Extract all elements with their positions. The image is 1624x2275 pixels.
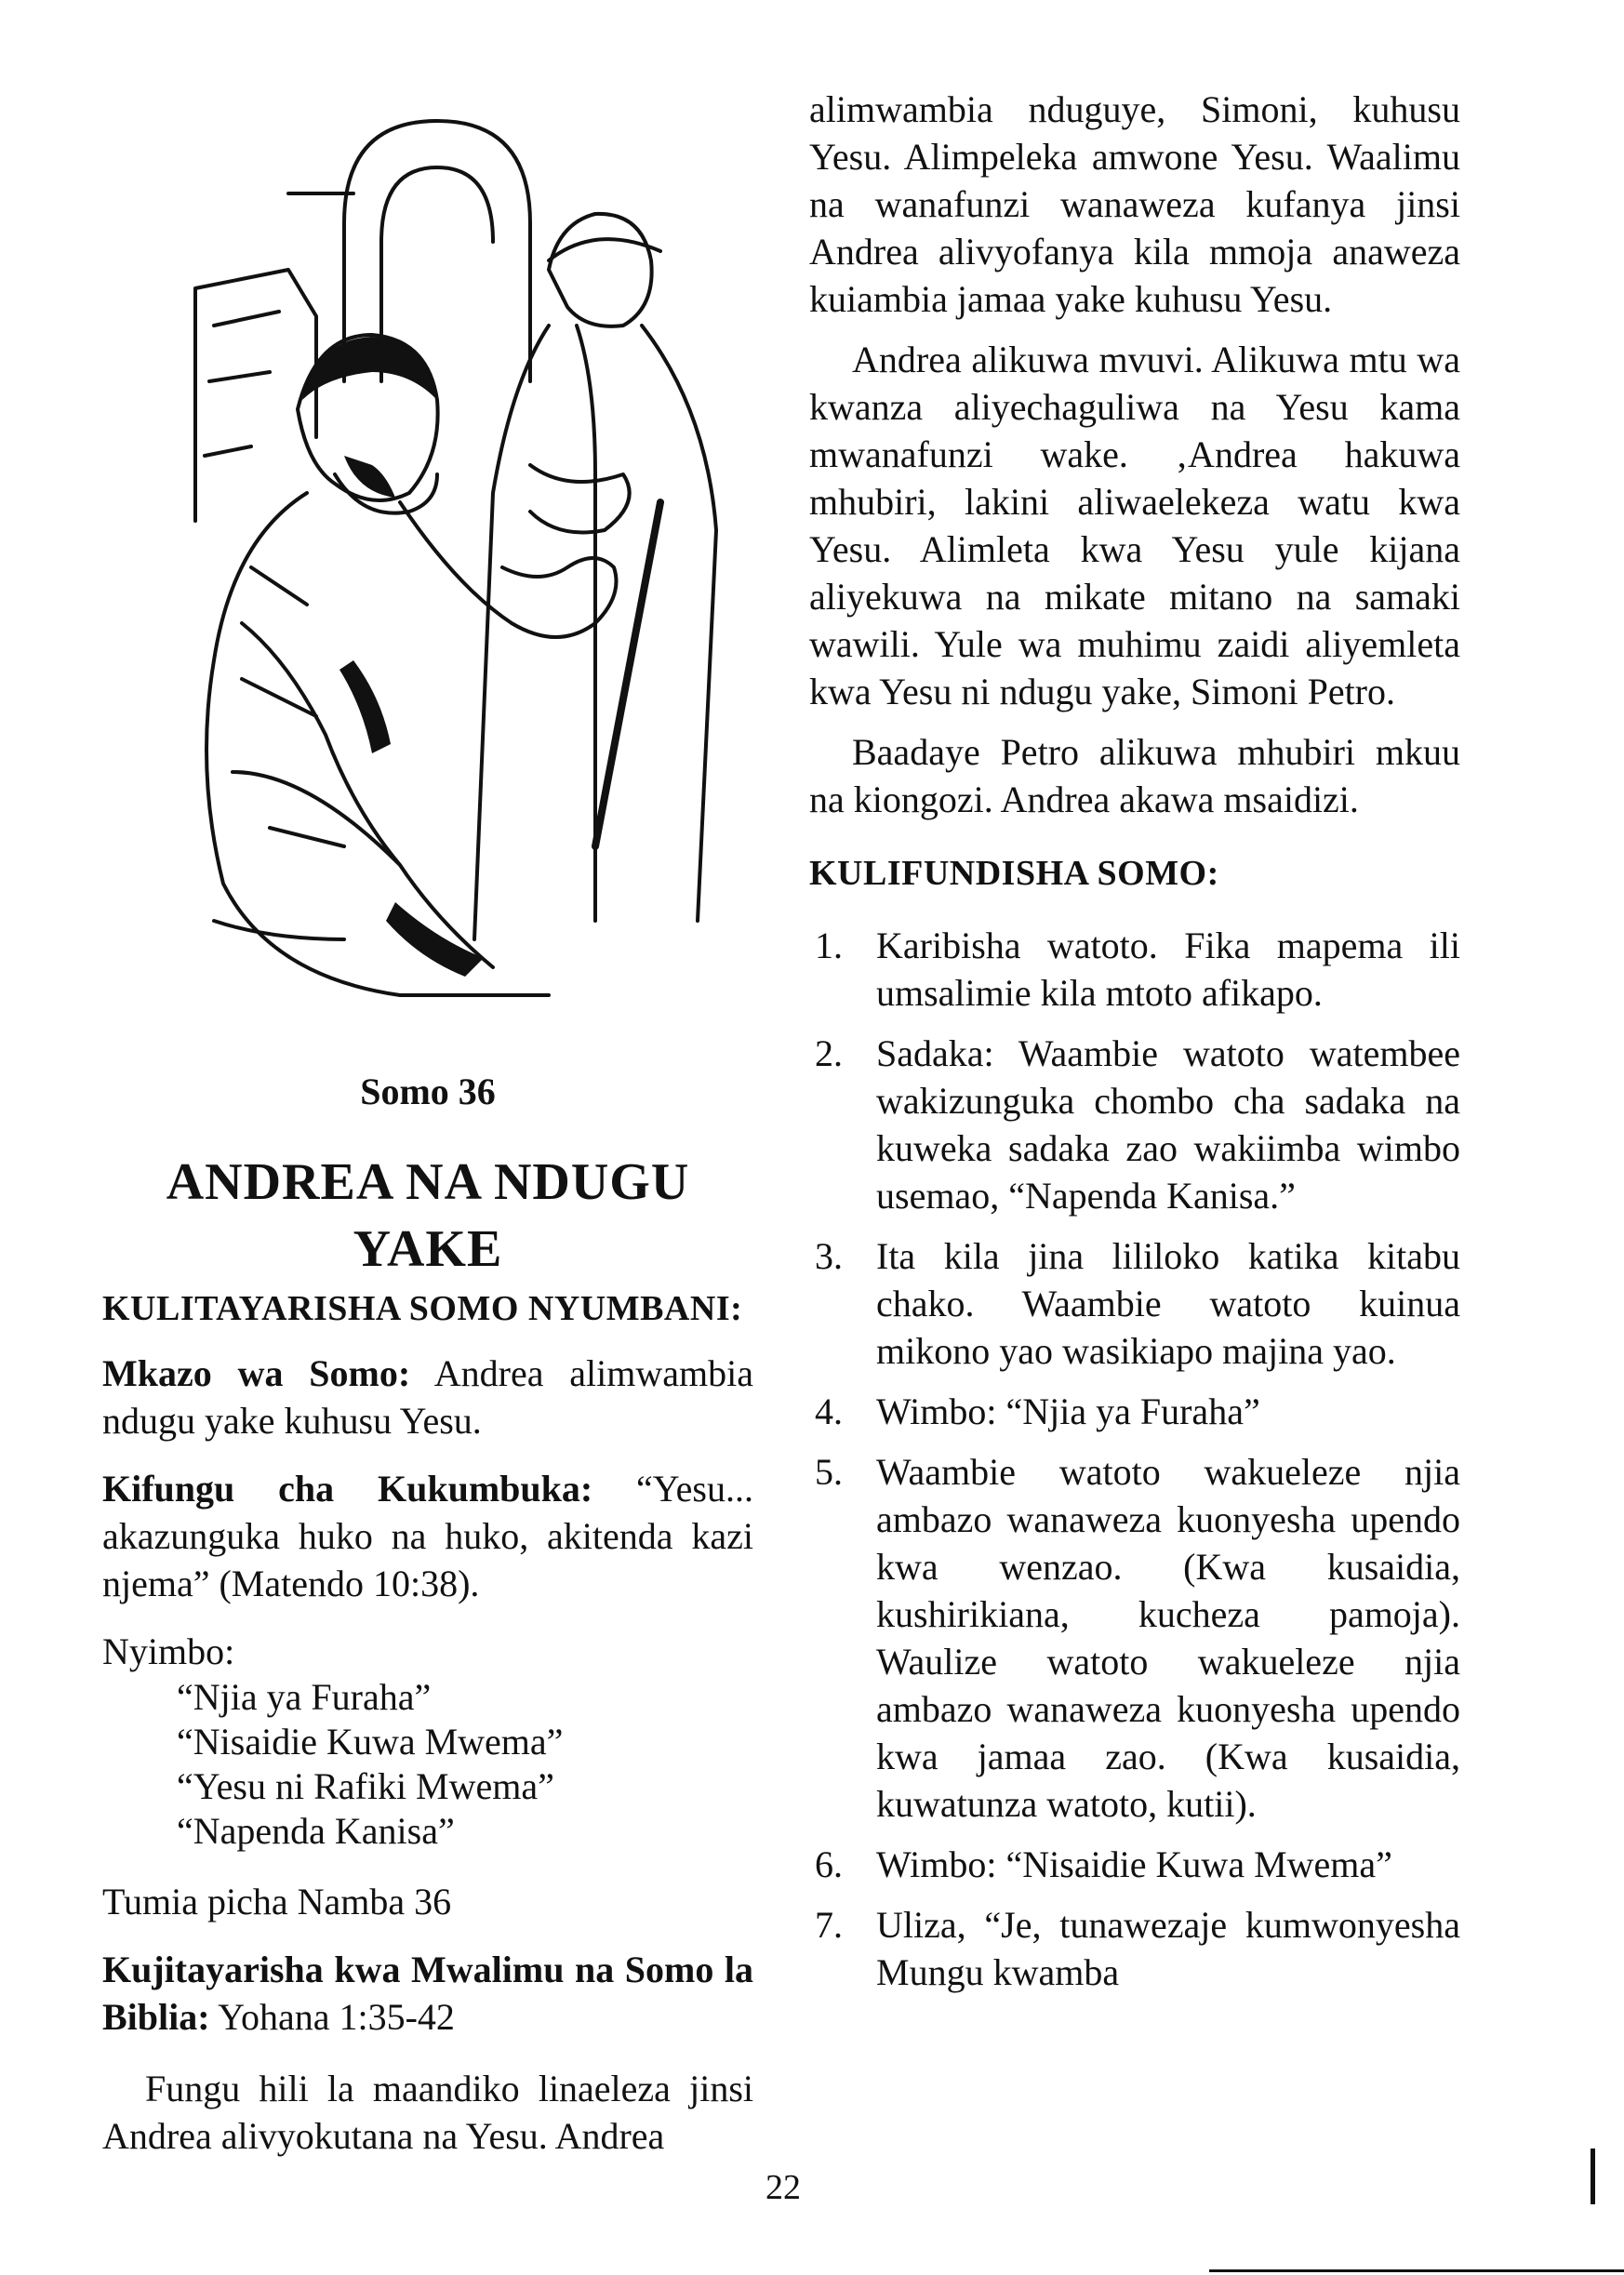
song-item: “Njia ya Furaha” xyxy=(177,1676,432,1718)
page-number: 22 xyxy=(765,2168,801,2207)
teacher-prep-text: Yohana 1:35-42 xyxy=(209,1996,455,2038)
step-text: Ita kila jina lililoko katika kitabu chako. Waambie watoto kuinua mikono yao wasikiapo majina yao. xyxy=(876,1235,1460,1372)
step-number: 3. xyxy=(815,1235,843,1277)
teach-step xyxy=(809,1232,1460,1375)
step-text: Sadaka: Waambie watoto watembee wakizunguka chombo cha sadaka na kuweka sadaka zao wakiimba wimbo usemao, “Napenda Kanisa.” xyxy=(876,1032,1460,1217)
teacher-prep-paragraph xyxy=(102,1946,753,2041)
step-text: Wimbo: “Nisaidie Kuwa Mwema” xyxy=(876,1843,1392,1885)
step-number: 1. xyxy=(815,925,843,966)
step-number: 6. xyxy=(815,1843,843,1885)
teach-step xyxy=(809,1388,1460,1435)
teacher-prep-label: Kujitayarisha kwa Mwalimu na Somo la Biblia: xyxy=(102,1949,753,2038)
left-paragraph: Fungu hili la maandiko linaeleza jinsi Andrea alivyokutana na Yesu. Andrea xyxy=(102,2068,753,2157)
teach-step xyxy=(809,1448,1460,1828)
scan-mark xyxy=(1591,2149,1595,2204)
right-column xyxy=(809,86,1460,2009)
lesson-number: Somo 36 xyxy=(360,1071,496,1112)
teach-step xyxy=(809,1030,1460,1219)
step-number: 5. xyxy=(815,1451,843,1493)
step-text: Waambie watoto wakueleze njia ambazo wanaweza kuonyesha upendo kwa wenzao. (Kwa kusaidia, kushirikiana, kucheza pamoja). Waulize watoto wakueleze njia ambazo wanaweza kuonyesha upendo kwa jamaa zao. (Kwa kusaidia, kuwatunza watoto, kutii). xyxy=(876,1451,1460,1825)
memory-verse-label: Kifungu cha Kukumbuka: xyxy=(102,1468,593,1510)
emphasis-paragraph xyxy=(102,1350,753,1444)
picture-note: Tumia picha Namba 36 xyxy=(102,1881,452,1922)
teach-heading: KULIFUNDISHA SOMO: xyxy=(809,854,1219,893)
step-text: Uliza, “Je, tunawezaje kumwonyesha Mungu kwamba xyxy=(876,1904,1460,1993)
song-item: “Yesu ni Rafiki Mwema” xyxy=(177,1765,554,1807)
right-paragraph-1: alimwambia nduguye, Simoni, kuhusu Yesu. Alimpeleka amwone Yesu. Waalimu na wanafunzi wanaweza kufanya jinsi Andrea alivyofanya kila mmoja anaweza kuiambia jamaa yake kuhusu Yesu. xyxy=(809,88,1460,320)
lesson-illustration xyxy=(158,102,753,1032)
step-text: Karibisha watoto. Fika mapema ili umsalimie kila mtoto afikapo. xyxy=(876,925,1460,1014)
step-text: Wimbo: “Njia ya Furaha” xyxy=(876,1390,1260,1432)
lesson-title: ANDREA NA NDUGU YAKE xyxy=(166,1153,690,1278)
scan-edge xyxy=(1209,2269,1624,2272)
teach-step xyxy=(809,1901,1460,1996)
song-item: “Napenda Kanisa” xyxy=(177,1810,455,1852)
memory-verse-text: “Yesu... akazunguka huko na huko, akitenda kazi njema” (Matendo 10:38). xyxy=(102,1468,753,1604)
step-number: 2. xyxy=(815,1032,843,1074)
songs-label: Nyimbo: xyxy=(102,1630,235,1672)
step-number: 4. xyxy=(815,1390,843,1432)
right-paragraph-2: Andrea alikuwa mvuvi. Alikuwa mtu wa kwanza aliyechaguliwa na Yesu kama mwanafunzi wake. ‚Andrea hakuwa mhubiri, lakini aliwaelekeza watu kwa Yesu. Alimleta kwa Yesu yule kijana aliyekuwa na mikate mitano na samaki wawili. Yule wa muhimu zaidi aliyemleta kwa Yesu ni ndugu yake, Simoni Petro. xyxy=(809,339,1460,712)
song-list xyxy=(102,1675,753,1854)
teach-steps xyxy=(809,922,1460,1996)
standing-figure-head xyxy=(549,214,652,326)
emphasis-label: Mkazo wa Somo: xyxy=(102,1352,411,1394)
right-paragraph-3: Baadaye Petro alikuwa mhubiri mkuu na kiongozi. Andrea akawa msaidizi. xyxy=(809,731,1460,820)
left-column xyxy=(102,1288,753,2160)
step-number: 7. xyxy=(815,1904,843,1946)
teach-step xyxy=(809,1841,1460,1888)
prep-heading: KULITAYARISHA SOMO NYUMBANI: xyxy=(102,1289,743,1328)
teach-step xyxy=(809,922,1460,1017)
emphasis-text: Andrea alimwambia ndugu yake kuhusu Yesu. xyxy=(102,1352,753,1442)
song-item: “Nisaidie Kuwa Mwema” xyxy=(177,1721,564,1763)
memory-verse-paragraph xyxy=(102,1465,753,1607)
